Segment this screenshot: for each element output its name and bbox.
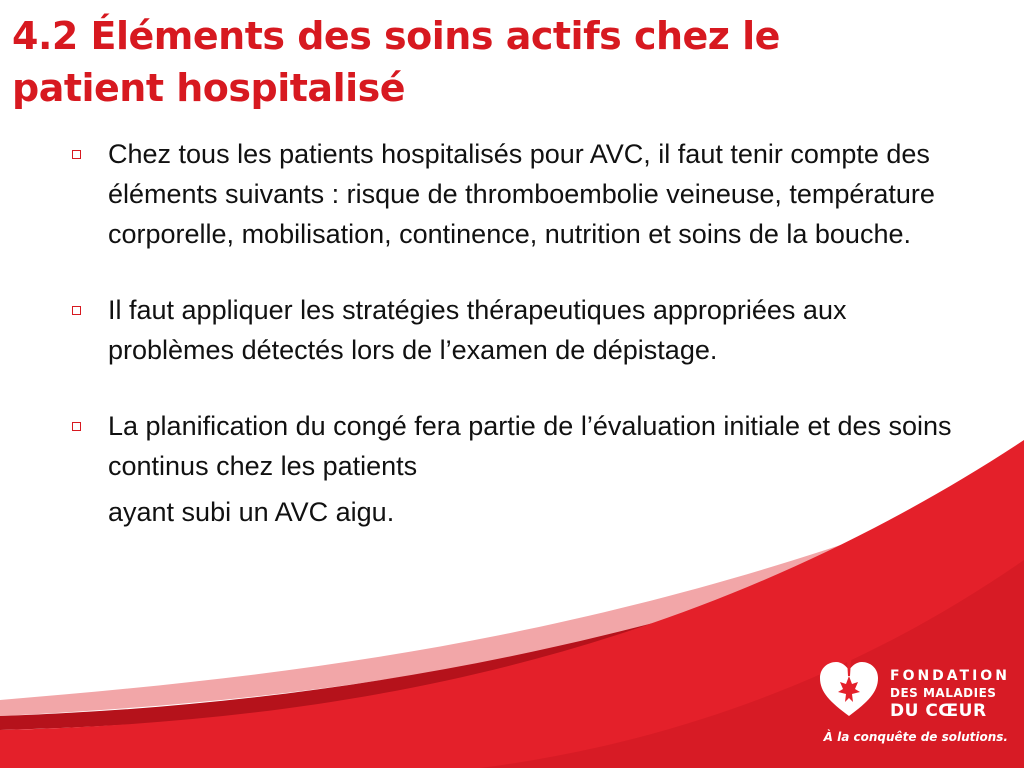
bullet-text: Il faut appliquer les stratégies thérapeutiques appropriées aux problèmes détectés lors de l’examen de dépistage. — [108, 295, 847, 365]
bullet-text: Chez tous les patients hospitalisés pour AVC, il faut tenir compte des éléments suivants : risque de thromboembolie veineuse, température corporelle, mobilisation, continence, nutrition et soins de la bouche. — [108, 139, 935, 249]
slide-title: 4.2 Éléments des soins actifs chez le patient hospitalisé — [12, 14, 780, 110]
bullet-continuation-text: ayant subi un AVC aigu. — [108, 497, 395, 527]
bullet-text: La planification du congé fera partie de l’évaluation initiale et des soins continus chez les patients — [108, 411, 952, 481]
heart-torch-maple-leaf-icon — [816, 656, 882, 722]
logo-tagline: À la conquête de solutions. — [823, 730, 1008, 744]
logo-line-fondation: FONDATION — [890, 668, 1010, 684]
logo-line-des-maladies: DES MALADIES — [890, 686, 997, 700]
logo-wordmark — [890, 668, 1010, 721]
logo-line-du-coeur: DU CŒUR — [890, 701, 987, 721]
